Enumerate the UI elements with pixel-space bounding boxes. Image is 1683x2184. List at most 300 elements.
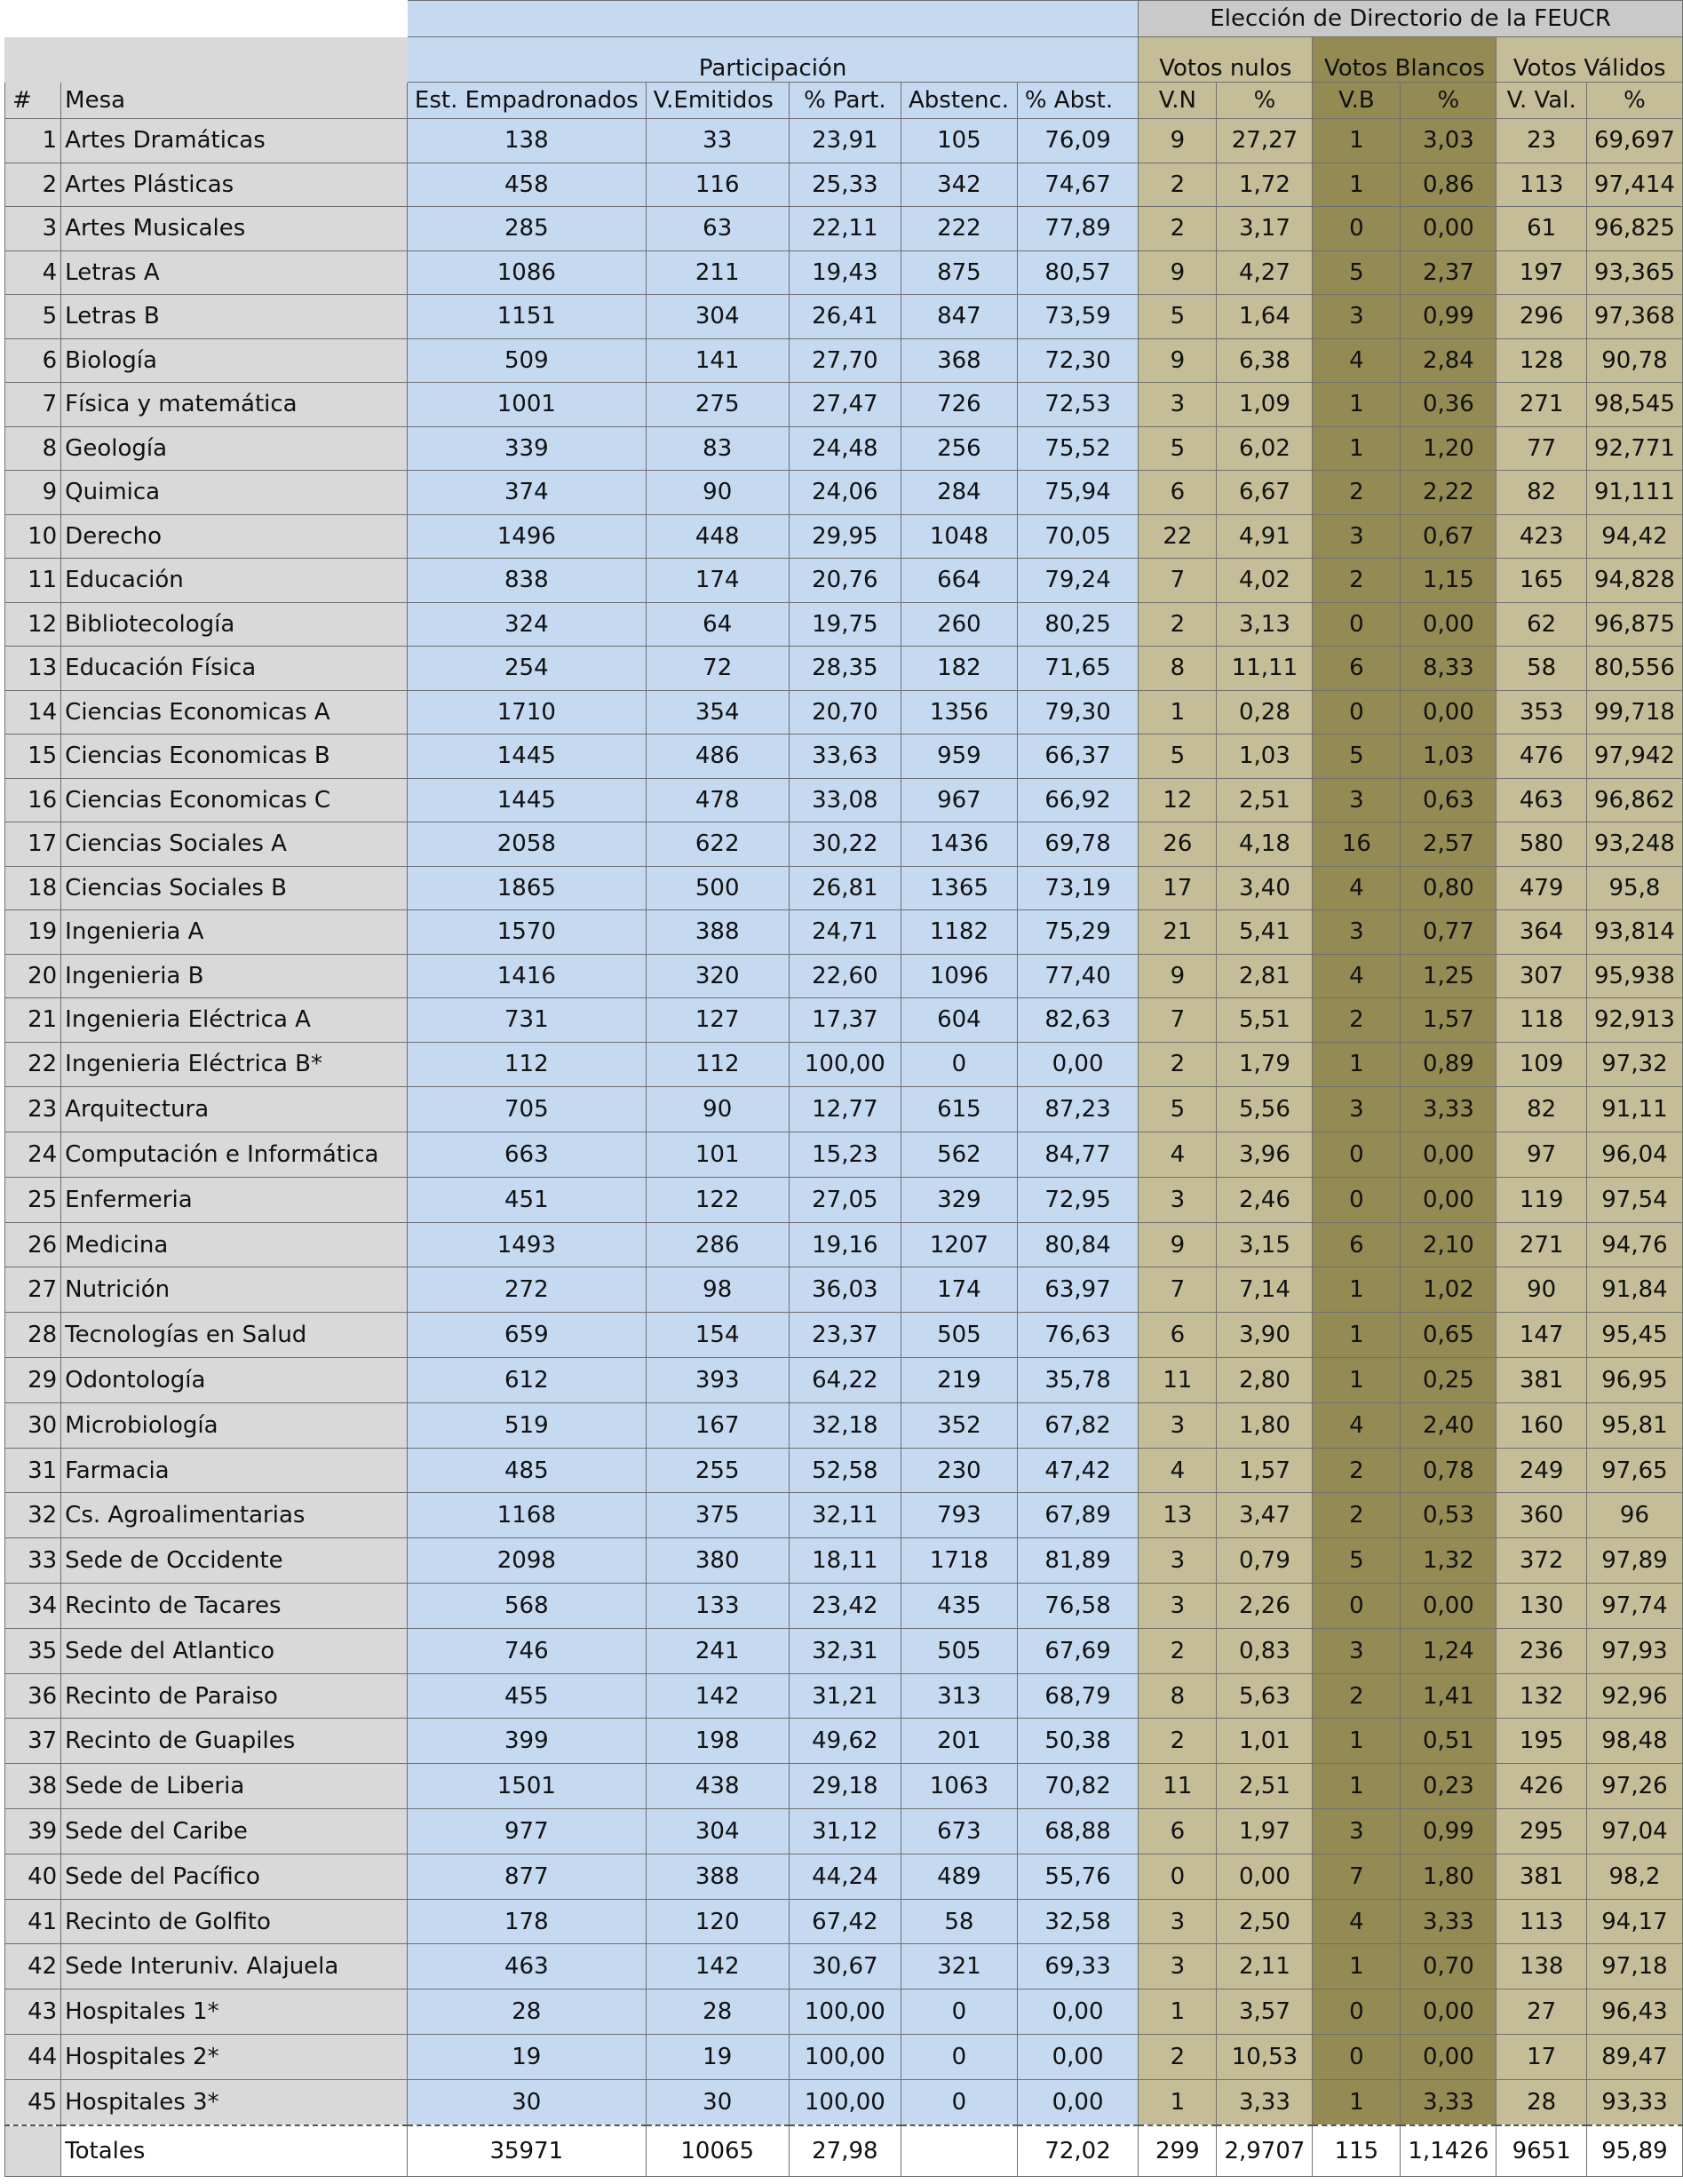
table-row [5, 514, 1683, 559]
cell-empadronados: 339 [407, 426, 646, 471]
cell-emitidos: 241 [646, 1628, 789, 1673]
cell-pct-participacion: 100,00 [789, 2079, 901, 2124]
cell-votos-validos: 423 [1496, 514, 1587, 559]
cell-abstencion: 959 [901, 735, 1017, 779]
cell-pct-blancos: 0,00 [1401, 690, 1496, 735]
cell-pct-blancos: 0,00 [1401, 1132, 1496, 1178]
cell-votos-nulos: 17 [1139, 866, 1217, 910]
cell-row-number: 25 [5, 1177, 61, 1222]
cell-votos-validos: 236 [1496, 1628, 1587, 1673]
cell-votos-blancos: 5 [1313, 735, 1401, 779]
cell-empadronados: 285 [407, 207, 646, 251]
cell-votos-blancos: 1 [1313, 2079, 1401, 2124]
cell-row-number: 24 [5, 1132, 61, 1178]
cell-pct-participacion: 100,00 [789, 1042, 901, 1087]
cell-pct-nulos: 3,90 [1217, 1313, 1313, 1358]
cell-votos-validos: 82 [1496, 1087, 1587, 1132]
cell-pct-validos: 97,414 [1586, 163, 1682, 207]
cell-pct-participacion: 30,67 [789, 1944, 901, 1989]
cell-pct-participacion: 23,37 [789, 1313, 901, 1358]
cell-votos-nulos: 8 [1139, 647, 1217, 691]
cell-pct-nulos: 2,51 [1217, 1764, 1313, 1809]
table-row [5, 1313, 1683, 1358]
cell-votos-nulos: 7 [1139, 559, 1217, 603]
cell-pct-abstencion: 80,25 [1017, 602, 1138, 647]
cell-emitidos: 275 [646, 383, 789, 427]
cell-pct-nulos: 1,80 [1217, 1402, 1313, 1448]
table-row [5, 735, 1683, 779]
cell-pct-nulos: 1,72 [1217, 163, 1313, 207]
cell-emitidos: 90 [646, 471, 789, 515]
cell-row-number: 44 [5, 2035, 61, 2080]
cell-pct-abstencion: 75,94 [1017, 471, 1138, 515]
cell-votos-blancos: 0 [1313, 1177, 1401, 1222]
cell-empadronados: 1151 [407, 295, 646, 339]
cell-votos-nulos: 3 [1139, 1538, 1217, 1584]
cell-pct-nulos: 4,27 [1217, 250, 1313, 295]
cell-emitidos: 127 [646, 998, 789, 1043]
table-row [5, 1087, 1683, 1132]
cell-pct-nulos: 3,33 [1217, 2079, 1313, 2124]
total-mesa: Totales [61, 2125, 408, 2177]
table-row [5, 1402, 1683, 1448]
cell-pct-nulos: 0,28 [1217, 690, 1313, 735]
cell-pct-blancos: 1,32 [1401, 1538, 1496, 1584]
table-row [5, 1764, 1683, 1809]
cell-emitidos: 28 [646, 1989, 789, 2035]
cell-pct-abstencion: 66,92 [1017, 778, 1138, 822]
cell-row-number: 40 [5, 1854, 61, 1899]
cell-votos-blancos: 0 [1313, 1989, 1401, 2035]
cell-pct-abstencion: 74,67 [1017, 163, 1138, 207]
cell-votos-validos: 62 [1496, 602, 1587, 647]
cell-pct-nulos: 5,51 [1217, 998, 1313, 1043]
table-row [5, 1719, 1683, 1764]
cell-pct-blancos: 0,00 [1401, 207, 1496, 251]
cell-votos-validos: 113 [1496, 1899, 1587, 1944]
cell-row-number: 41 [5, 1899, 61, 1944]
header-group-blank [5, 37, 408, 83]
cell-votos-nulos: 9 [1139, 119, 1217, 163]
cell-pct-blancos: 0,00 [1401, 1989, 1496, 2035]
cell-pct-abstencion: 80,57 [1017, 250, 1138, 295]
cell-pct-blancos: 2,40 [1401, 1402, 1496, 1448]
cell-emitidos: 438 [646, 1764, 789, 1809]
cell-mesa: Tecnologías en Salud [61, 1313, 408, 1358]
cell-pct-participacion: 32,31 [789, 1628, 901, 1673]
table-row [5, 778, 1683, 822]
cell-votos-nulos: 8 [1139, 1673, 1217, 1719]
column-header-pct-participacion: % Part. [789, 83, 901, 119]
cell-votos-nulos: 0 [1139, 1854, 1217, 1899]
cell-empadronados: 138 [407, 119, 646, 163]
cell-pct-abstencion: 77,40 [1017, 954, 1138, 998]
cell-pct-validos: 97,32 [1586, 1042, 1682, 1087]
column-header-empadronados: Est. Empadronados [407, 83, 646, 119]
cell-abstencion: 1063 [901, 1764, 1017, 1809]
cell-votos-blancos: 1 [1313, 426, 1401, 471]
cell-abstencion: 1365 [901, 866, 1017, 910]
total-emitidos: 10065 [646, 2125, 789, 2177]
cell-mesa: Hospitales 1* [61, 1989, 408, 2035]
column-header-pct-nulos: % [1217, 83, 1313, 119]
cell-mesa: Sede del Pacífico [61, 1854, 408, 1899]
total-empadronados: 35971 [407, 2125, 646, 2177]
cell-abstencion: 342 [901, 163, 1017, 207]
cell-pct-blancos: 3,33 [1401, 2079, 1496, 2124]
cell-pct-nulos: 2,11 [1217, 1944, 1313, 1989]
cell-pct-validos: 92,96 [1586, 1673, 1682, 1719]
table-row [5, 2079, 1683, 2124]
cell-votos-validos: 381 [1496, 1854, 1587, 1899]
column-header-mesa: Mesa [61, 83, 408, 119]
cell-votos-nulos: 5 [1139, 1087, 1217, 1132]
cell-pct-validos: 80,556 [1586, 647, 1682, 691]
cell-votos-blancos: 4 [1313, 1899, 1401, 1944]
cell-votos-validos: 128 [1496, 338, 1587, 383]
cell-pct-abstencion: 69,78 [1017, 822, 1138, 867]
cell-votos-nulos: 9 [1139, 338, 1217, 383]
cell-empadronados: 272 [407, 1267, 646, 1313]
cell-pct-abstencion: 79,24 [1017, 559, 1138, 603]
cell-votos-blancos: 3 [1313, 1087, 1401, 1132]
cell-votos-blancos: 6 [1313, 647, 1401, 691]
cell-mesa: Recinto de Paraiso [61, 1673, 408, 1719]
cell-pct-abstencion: 73,59 [1017, 295, 1138, 339]
cell-emitidos: 500 [646, 866, 789, 910]
table-row [5, 1132, 1683, 1178]
cell-pct-blancos: 1,24 [1401, 1628, 1496, 1673]
cell-pct-abstencion: 71,65 [1017, 647, 1138, 691]
cell-pct-participacion: 33,63 [789, 735, 901, 779]
cell-votos-blancos: 4 [1313, 338, 1401, 383]
cell-pct-abstencion: 63,97 [1017, 1267, 1138, 1313]
cell-pct-blancos: 2,84 [1401, 338, 1496, 383]
cell-votos-blancos: 3 [1313, 778, 1401, 822]
cell-emitidos: 354 [646, 690, 789, 735]
cell-pct-blancos: 8,33 [1401, 647, 1496, 691]
cell-pct-participacion: 23,91 [789, 119, 901, 163]
cell-votos-validos: 97 [1496, 1132, 1587, 1178]
cell-pct-abstencion: 66,37 [1017, 735, 1138, 779]
cell-abstencion: 222 [901, 207, 1017, 251]
cell-mesa: Enfermeria [61, 1177, 408, 1222]
cell-votos-blancos: 16 [1313, 822, 1401, 867]
cell-pct-validos: 69,697 [1586, 119, 1682, 163]
cell-votos-nulos: 1 [1139, 690, 1217, 735]
total-abstencion [901, 2125, 1017, 2177]
cell-votos-blancos: 2 [1313, 559, 1401, 603]
table-row [5, 1899, 1683, 1944]
cell-votos-blancos: 3 [1313, 295, 1401, 339]
cell-pct-blancos: 2,10 [1401, 1222, 1496, 1267]
cell-emitidos: 83 [646, 426, 789, 471]
column-header-emitidos: V.Emitidos [646, 83, 789, 119]
cell-pct-validos: 97,26 [1586, 1764, 1682, 1809]
cell-pct-validos: 97,18 [1586, 1944, 1682, 1989]
cell-votos-blancos: 3 [1313, 1809, 1401, 1854]
cell-emitidos: 448 [646, 514, 789, 559]
column-header-pct-blancos: % [1401, 83, 1496, 119]
cell-votos-nulos: 7 [1139, 1267, 1217, 1313]
cell-votos-validos: 296 [1496, 295, 1587, 339]
cell-abstencion: 256 [901, 426, 1017, 471]
cell-pct-abstencion: 80,84 [1017, 1222, 1138, 1267]
cell-pct-abstencion: 81,89 [1017, 1538, 1138, 1584]
cell-pct-validos: 98,545 [1586, 383, 1682, 427]
cell-pct-abstencion: 67,82 [1017, 1402, 1138, 1448]
cell-pct-validos: 91,111 [1586, 471, 1682, 515]
cell-pct-participacion: 27,47 [789, 383, 901, 427]
cell-votos-blancos: 0 [1313, 2035, 1401, 2080]
cell-pct-nulos: 3,17 [1217, 207, 1313, 251]
cell-pct-participacion: 22,60 [789, 954, 901, 998]
table-row [5, 2035, 1683, 2080]
cell-votos-blancos: 2 [1313, 1448, 1401, 1493]
total-pct-abstencion: 72,02 [1017, 2125, 1138, 2177]
cell-row-number: 29 [5, 1358, 61, 1403]
cell-pct-participacion: 24,48 [789, 426, 901, 471]
cell-row-number: 20 [5, 954, 61, 998]
cell-pct-nulos: 6,02 [1217, 426, 1313, 471]
cell-votos-blancos: 0 [1313, 1584, 1401, 1629]
header-row-title [5, 1, 1683, 37]
cell-row-number: 9 [5, 471, 61, 515]
cell-votos-validos: 90 [1496, 1267, 1587, 1313]
cell-votos-blancos: 4 [1313, 866, 1401, 910]
cell-pct-validos: 95,8 [1586, 866, 1682, 910]
cell-row-number: 7 [5, 383, 61, 427]
cell-abstencion: 967 [901, 778, 1017, 822]
cell-pct-validos: 91,84 [1586, 1267, 1682, 1313]
cell-pct-blancos: 0,63 [1401, 778, 1496, 822]
table-row [5, 119, 1683, 163]
cell-votos-nulos: 3 [1139, 1944, 1217, 1989]
cell-votos-blancos: 0 [1313, 690, 1401, 735]
cell-mesa: Hospitales 3* [61, 2079, 408, 2124]
cell-votos-nulos: 2 [1139, 163, 1217, 207]
cell-abstencion: 368 [901, 338, 1017, 383]
cell-votos-blancos: 1 [1313, 383, 1401, 427]
cell-votos-nulos: 26 [1139, 822, 1217, 867]
cell-pct-participacion: 100,00 [789, 1989, 901, 2035]
cell-pct-nulos: 2,51 [1217, 778, 1313, 822]
cell-abstencion: 182 [901, 647, 1017, 691]
cell-abstencion: 230 [901, 1448, 1017, 1493]
cell-empadronados: 19 [407, 2035, 646, 2080]
cell-pct-nulos: 3,13 [1217, 602, 1313, 647]
cell-pct-validos: 93,33 [1586, 2079, 1682, 2124]
cell-pct-blancos: 3,33 [1401, 1899, 1496, 1944]
cell-votos-blancos: 1 [1313, 1944, 1401, 1989]
cell-votos-validos: 77 [1496, 426, 1587, 471]
cell-pct-validos: 97,368 [1586, 295, 1682, 339]
table-row [5, 426, 1683, 471]
cell-pct-blancos: 3,03 [1401, 119, 1496, 163]
cell-row-number: 14 [5, 690, 61, 735]
cell-pct-blancos: 0,80 [1401, 866, 1496, 910]
cell-emitidos: 30 [646, 2079, 789, 2124]
cell-pct-validos: 91,11 [1586, 1087, 1682, 1132]
table-row [5, 338, 1683, 383]
cell-pct-participacion: 22,11 [789, 207, 901, 251]
cell-mesa: Recinto de Tacares [61, 1584, 408, 1629]
cell-votos-validos: 249 [1496, 1448, 1587, 1493]
cell-votos-nulos: 5 [1139, 295, 1217, 339]
cell-mesa: Sede del Atlantico [61, 1628, 408, 1673]
cell-abstencion: 505 [901, 1313, 1017, 1358]
cell-votos-blancos: 4 [1313, 954, 1401, 998]
cell-mesa: Sede Interuniv. Alajuela [61, 1944, 408, 1989]
cell-votos-nulos: 13 [1139, 1493, 1217, 1538]
cell-pct-validos: 93,365 [1586, 250, 1682, 295]
cell-abstencion: 435 [901, 1584, 1017, 1629]
cell-pct-abstencion: 50,38 [1017, 1719, 1138, 1764]
cell-votos-validos: 476 [1496, 735, 1587, 779]
cell-abstencion: 0 [901, 2079, 1017, 2124]
cell-mesa: Letras A [61, 250, 408, 295]
cell-pct-participacion: 24,06 [789, 471, 901, 515]
cell-pct-participacion: 33,08 [789, 778, 901, 822]
cell-mesa: Ingenieria A [61, 910, 408, 955]
cell-votos-nulos: 9 [1139, 250, 1217, 295]
cell-pct-abstencion: 75,52 [1017, 426, 1138, 471]
cell-emitidos: 380 [646, 1538, 789, 1584]
table-row [5, 1358, 1683, 1403]
total-votos-blancos: 115 [1313, 2125, 1401, 2177]
cell-abstencion: 726 [901, 383, 1017, 427]
cell-pct-validos: 95,45 [1586, 1313, 1682, 1358]
cell-votos-validos: 61 [1496, 207, 1587, 251]
cell-abstencion: 1048 [901, 514, 1017, 559]
cell-pct-blancos: 1,41 [1401, 1673, 1496, 1719]
cell-abstencion: 1356 [901, 690, 1017, 735]
cell-abstencion: 321 [901, 1944, 1017, 1989]
cell-abstencion: 105 [901, 119, 1017, 163]
column-header-row-number: # [5, 83, 61, 119]
cell-pct-blancos: 0,53 [1401, 1493, 1496, 1538]
cell-pct-abstencion: 75,29 [1017, 910, 1138, 955]
cell-pct-participacion: 49,62 [789, 1719, 901, 1764]
cell-votos-validos: 295 [1496, 1809, 1587, 1854]
cell-votos-nulos: 3 [1139, 1177, 1217, 1222]
cell-empadronados: 705 [407, 1087, 646, 1132]
cell-pct-abstencion: 84,77 [1017, 1132, 1138, 1178]
participation-header: Participación [407, 37, 1138, 83]
cell-abstencion: 1096 [901, 954, 1017, 998]
cell-pct-validos: 94,828 [1586, 559, 1682, 603]
cell-emitidos: 116 [646, 163, 789, 207]
cell-pct-blancos: 0,70 [1401, 1944, 1496, 1989]
cell-pct-abstencion: 55,76 [1017, 1854, 1138, 1899]
table-row [5, 1673, 1683, 1719]
table-row [5, 822, 1683, 867]
cell-empadronados: 1493 [407, 1222, 646, 1267]
cell-votos-blancos: 3 [1313, 514, 1401, 559]
cell-mesa: Computación e Informática [61, 1132, 408, 1178]
cell-pct-blancos: 0,67 [1401, 514, 1496, 559]
cell-empadronados: 1168 [407, 1493, 646, 1538]
cell-votos-validos: 360 [1496, 1493, 1587, 1538]
cell-pct-abstencion: 72,95 [1017, 1177, 1138, 1222]
cell-pct-nulos: 0,00 [1217, 1854, 1313, 1899]
cell-pct-validos: 97,54 [1586, 1177, 1682, 1222]
cell-pct-blancos: 1,15 [1401, 559, 1496, 603]
cell-abstencion: 1436 [901, 822, 1017, 867]
cell-empadronados: 455 [407, 1673, 646, 1719]
cell-votos-nulos: 11 [1139, 1764, 1217, 1809]
cell-pct-abstencion: 47,42 [1017, 1448, 1138, 1493]
cell-votos-nulos: 2 [1139, 1042, 1217, 1087]
cell-pct-blancos: 1,20 [1401, 426, 1496, 471]
cell-row-number: 38 [5, 1764, 61, 1809]
cell-emitidos: 64 [646, 602, 789, 647]
cell-pct-nulos: 3,40 [1217, 866, 1313, 910]
cell-row-number: 16 [5, 778, 61, 822]
cell-mesa: Quimica [61, 471, 408, 515]
cell-emitidos: 142 [646, 1673, 789, 1719]
cell-pct-participacion: 20,76 [789, 559, 901, 603]
cell-row-number: 6 [5, 338, 61, 383]
table-row [5, 207, 1683, 251]
blank-votes-header: Votos Blancos [1313, 37, 1496, 83]
cell-pct-blancos: 0,89 [1401, 1042, 1496, 1087]
cell-emitidos: 255 [646, 1448, 789, 1493]
cell-votos-validos: 353 [1496, 690, 1587, 735]
cell-mesa: Sede del Caribe [61, 1809, 408, 1854]
cell-pct-nulos: 0,79 [1217, 1538, 1313, 1584]
cell-pct-nulos: 10,53 [1217, 2035, 1313, 2080]
cell-pct-blancos: 3,33 [1401, 1087, 1496, 1132]
cell-row-number: 26 [5, 1222, 61, 1267]
cell-votos-nulos: 21 [1139, 910, 1217, 955]
table-row [5, 1854, 1683, 1899]
results-table [4, 0, 1683, 2177]
cell-pct-validos: 97,04 [1586, 1809, 1682, 1854]
cell-empadronados: 374 [407, 471, 646, 515]
cell-pct-nulos: 2,46 [1217, 1177, 1313, 1222]
cell-emitidos: 112 [646, 1042, 789, 1087]
cell-pct-abstencion: 79,30 [1017, 690, 1138, 735]
null-votes-header: Votos nulos [1139, 37, 1313, 83]
column-header-pct-abstencion: % Abst. [1017, 83, 1138, 119]
cell-row-number: 35 [5, 1628, 61, 1673]
cell-row-number: 39 [5, 1809, 61, 1854]
cell-votos-blancos: 6 [1313, 1222, 1401, 1267]
cell-pct-validos: 96,862 [1586, 778, 1682, 822]
cell-pct-participacion: 23,42 [789, 1584, 901, 1629]
cell-votos-validos: 82 [1496, 471, 1587, 515]
column-header-votos-validos: V. Val. [1496, 83, 1587, 119]
cell-mesa: Ciencias Economicas C [61, 778, 408, 822]
cell-abstencion: 1718 [901, 1538, 1017, 1584]
cell-pct-abstencion: 77,89 [1017, 207, 1138, 251]
cell-pct-blancos: 0,51 [1401, 1719, 1496, 1764]
cell-votos-validos: 147 [1496, 1313, 1587, 1358]
cell-empadronados: 838 [407, 559, 646, 603]
cell-mesa: Ciencias Economicas A [61, 690, 408, 735]
cell-pct-participacion: 12,77 [789, 1087, 901, 1132]
header-blank-participation [407, 1, 1138, 37]
cell-empadronados: 399 [407, 1719, 646, 1764]
header-row-groups [5, 37, 1683, 83]
cell-pct-blancos: 0,36 [1401, 383, 1496, 427]
cell-votos-nulos: 9 [1139, 1222, 1217, 1267]
cell-pct-validos: 95,81 [1586, 1402, 1682, 1448]
column-header-pct-validos: % [1586, 83, 1682, 119]
cell-pct-participacion: 18,11 [789, 1538, 901, 1584]
cell-votos-validos: 118 [1496, 998, 1587, 1043]
